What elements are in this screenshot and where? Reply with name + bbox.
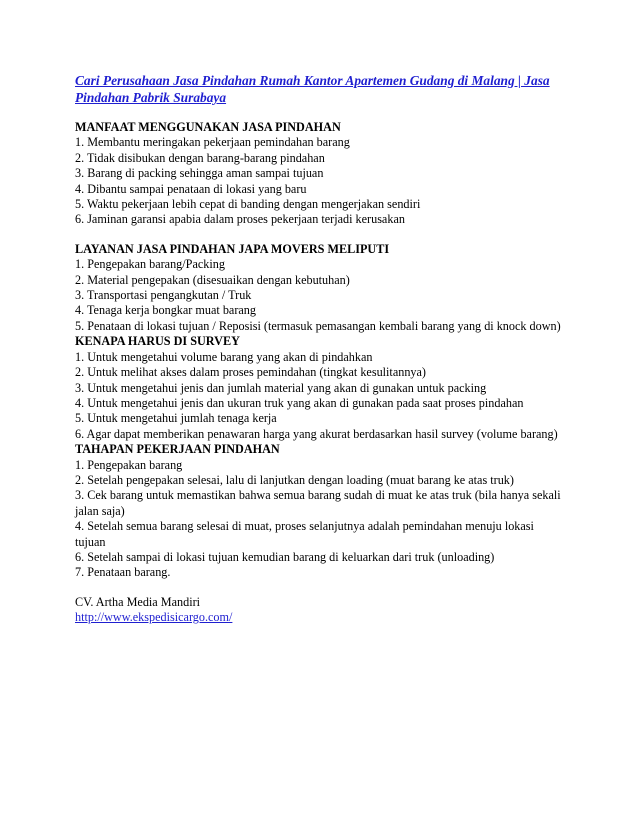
list-item: 1. Pengepakan barang/Packing [75,257,225,272]
list-item: 3. Cek barang untuk memastikan bahwa semua barang sudah di muat ke atas truk (bila hanya sekali jalan saja) [75,488,561,518]
section-heading: MANFAAT MENGGUNAKAN JASA PINDAHAN [75,120,341,134]
list-item: 4. Dibantu sampai penataan di lokasi yang baru [75,181,307,196]
list-item: 2. Setelah pengepakan selesai, lalu di lanjutkan dengan loading (muat barang ke atas truk) [75,472,514,487]
list-item: 6. Agar dapat memberikan penawaran harga yang akurat berdasarkan hasil survey (volume barang) [75,426,558,441]
list-item: 2. Untuk melihat akses dalam proses pemindahan (tingkat kesulitannya) [75,365,426,380]
page-title-link[interactable]: Cari Perusahaan Jasa Pindahan Rumah Kantor Apartemen Gudang di Malang | Jasa Pindahan Pabrik Surabaya [75,73,550,105]
list-item: 4. Setelah semua barang selesai di muat, proses selanjutnya adalah pemindahan menuju lokasi tujuan [75,519,534,549]
list-item: 3. Untuk mengetahui jenis dan jumlah material yang akan di gunakan untuk packing [75,380,487,395]
section-heading: KENAPA HARUS DI SURVEY [75,334,240,349]
section-manfaat [75,120,565,228]
list-item: 5. Waktu pekerjaan lebih cepat di banding dengan mengerjakan sendiri [75,197,421,212]
list-item: 3. Barang di packing sehingga aman sampai tujuan [75,166,324,181]
website-link[interactable]: http://www.ekspedisicargo.com/ [75,610,233,625]
list-item: 1. Untuk mengetahui volume barang yang akan di pindahkan [75,349,373,364]
section-tahapan [75,442,565,581]
list-item: 5. Penataan di lokasi tujuan / Reposisi (termasuk pemasangan kembali barang yang di knock down) [75,318,561,333]
section-heading: LAYANAN JASA PINDAHAN JAPA MOVERS MELIPUTI [75,241,390,256]
section-layanan [75,242,565,334]
list-item: 3. Transportasi pengangkutan / Truk [75,288,252,303]
footer [75,595,565,626]
list-item: 4. Tenaga kerja bongkar muat barang [75,303,256,318]
section-survey [75,334,565,442]
company-name: CV. Artha Media Mandiri [75,594,201,609]
section-heading: TAHAPAN PEKERJAAN PINDAHAN [75,442,280,457]
list-item: 6. Setelah sampai di lokasi tujuan kemudian barang di keluarkan dari truk (unloading) [75,549,495,564]
list-item: 2. Tidak disibukan dengan barang-barang pindahan [75,150,325,165]
list-item: 2. Material pengepakan (disesuaikan dengan kebutuhan) [75,272,350,287]
list-item: 5. Untuk mengetahui jumlah tenaga kerja [75,411,277,426]
document-page [75,72,565,626]
list-item: 4. Untuk mengetahui jenis dan ukuran truk yang akan di gunakan pada saat proses pindahan [75,395,524,410]
list-item: 1. Membantu meringakan pekerjaan pemindahan barang [75,135,350,150]
list-item: 1. Pengepakan barang [75,457,183,472]
list-item: 7. Penataan barang. [75,565,171,580]
list-item: 6. Jaminan garansi apabia dalam proses pekerjaan terjadi kerusakan [75,212,405,227]
